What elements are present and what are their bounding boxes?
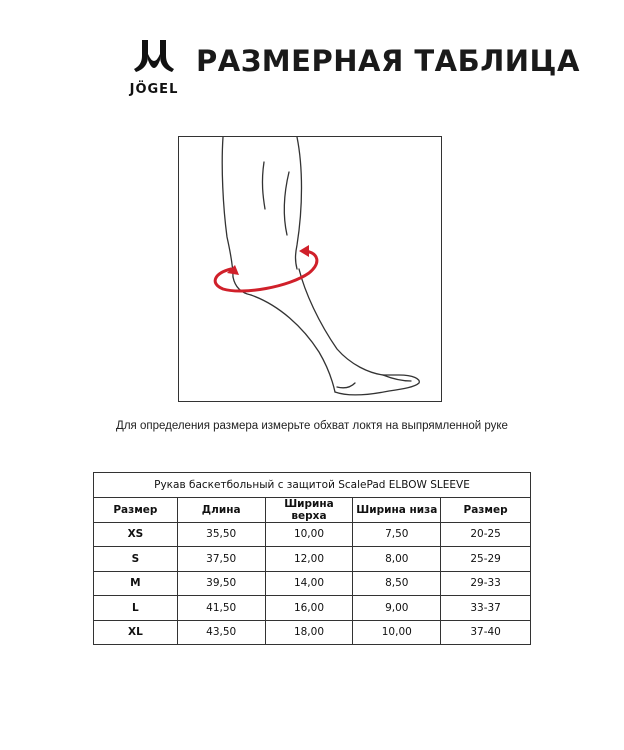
table-cell: S <box>94 547 178 572</box>
column-header: Ширина верха <box>265 497 353 522</box>
table-cell: 25-29 <box>441 547 531 572</box>
table-cell: 37,50 <box>177 547 265 572</box>
page-title: РАЗМЕРНАЯ ТАБЛИЦА <box>196 44 580 78</box>
table-caption-row <box>94 473 531 498</box>
table-cell: 14,00 <box>265 571 353 596</box>
column-header: Размер <box>441 497 531 522</box>
table-cell: 33-37 <box>441 596 531 621</box>
table-row <box>94 571 531 596</box>
arm-illustration-frame <box>178 136 442 402</box>
arm-elbow-measurement-icon <box>179 137 440 400</box>
table-row <box>94 620 531 645</box>
table-cell: 37-40 <box>441 620 531 645</box>
measurement-instruction: Для определения размера измерьте обхват локтя на выпрямленной руке <box>116 420 508 432</box>
table-cell: 7,50 <box>353 522 441 547</box>
table-row <box>94 522 531 547</box>
table-cell: 9,00 <box>353 596 441 621</box>
table-cell: 16,00 <box>265 596 353 621</box>
table-cell: 20-25 <box>441 522 531 547</box>
table-cell: 8,50 <box>353 571 441 596</box>
table-cell: 18,00 <box>265 620 353 645</box>
column-header: Размер <box>94 497 178 522</box>
table-cell: 12,00 <box>265 547 353 572</box>
table-row <box>94 596 531 621</box>
brand-logo <box>118 38 190 102</box>
table-cell: 8,00 <box>353 547 441 572</box>
table-row <box>94 547 531 572</box>
table-cell: 10,00 <box>265 522 353 547</box>
logo-wordmark: JÖGEL <box>129 82 179 97</box>
table-cell: 35,50 <box>177 522 265 547</box>
table-cell: 29-33 <box>441 571 531 596</box>
table-cell: 39,50 <box>177 571 265 596</box>
table-cell: 43,50 <box>177 620 265 645</box>
column-header: Длина <box>177 497 265 522</box>
table-caption: Рукав баскетбольный с защитой ScalePad ELBOW SLEEVE <box>94 473 531 498</box>
table-header-row <box>94 497 531 522</box>
jogel-logo-icon <box>118 38 190 82</box>
table-cell: 10,00 <box>353 620 441 645</box>
table-cell: XS <box>94 522 178 547</box>
table-cell: L <box>94 596 178 621</box>
column-header: Ширина низа <box>353 497 441 522</box>
table-cell: 41,50 <box>177 596 265 621</box>
size-table <box>93 472 531 645</box>
table-cell: XL <box>94 620 178 645</box>
table-cell: M <box>94 571 178 596</box>
